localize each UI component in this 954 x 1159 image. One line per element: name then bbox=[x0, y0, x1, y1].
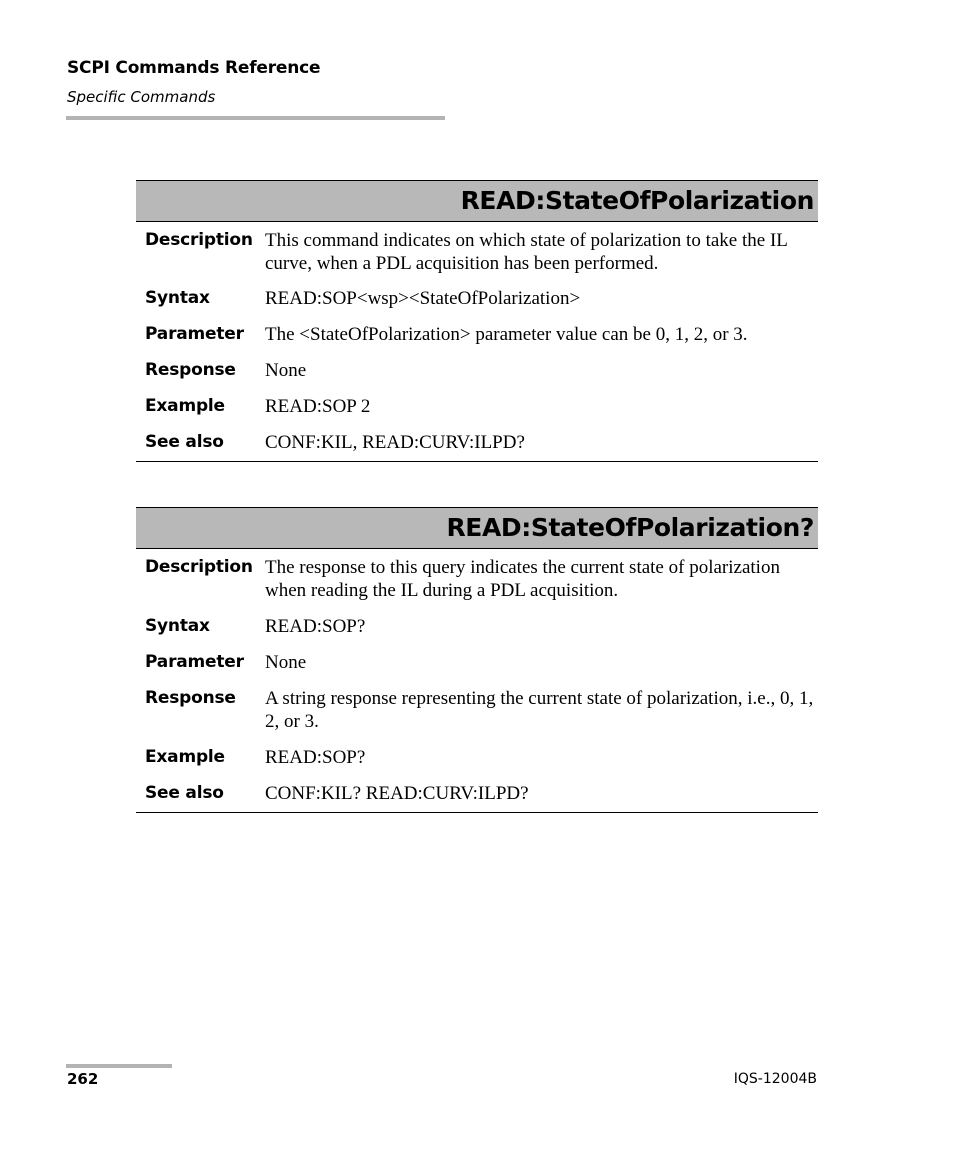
section-subtitle: Specific Commands bbox=[67, 88, 216, 106]
command-row-response bbox=[136, 359, 818, 382]
row-value: None bbox=[265, 360, 307, 381]
command-row-see-also bbox=[136, 431, 818, 462]
row-label: Parameter bbox=[145, 324, 244, 344]
row-label: Syntax bbox=[145, 616, 210, 636]
row-label: Example bbox=[145, 747, 225, 767]
row-label: See also bbox=[145, 432, 224, 452]
command-block-set bbox=[136, 180, 818, 462]
row-label: Response bbox=[145, 688, 236, 708]
row-label: Syntax bbox=[145, 288, 210, 308]
command-row-example bbox=[136, 746, 818, 769]
row-value: None bbox=[265, 652, 307, 673]
command-title: READ:StateOfPolarization? bbox=[136, 507, 818, 549]
command-title: READ:StateOfPolarization bbox=[136, 180, 818, 222]
row-value: CONF:KIL? READ:CURV:ILPD? bbox=[265, 783, 529, 804]
row-value: READ:SOP? bbox=[265, 747, 366, 768]
row-value: A string response representing the current state of polarization, i.e., 0, 1, 2, or 3. bbox=[265, 688, 814, 732]
row-value: READ:SOP 2 bbox=[265, 396, 371, 417]
command-row-response bbox=[136, 687, 818, 733]
row-value: The response to this query indicates the current state of polarization when reading the IL during a PDL acquisition. bbox=[265, 557, 780, 601]
command-row-description bbox=[136, 556, 818, 602]
command-row-syntax bbox=[136, 615, 818, 638]
row-value: The <StateOfPolarization> parameter value can be 0, 1, 2, or 3. bbox=[265, 324, 748, 345]
command-row-description bbox=[136, 229, 818, 275]
command-row-see-also bbox=[136, 782, 818, 813]
row-label: Description bbox=[145, 557, 253, 577]
row-value: READ:SOP<wsp><StateOfPolarization> bbox=[265, 288, 581, 309]
row-value: CONF:KIL, READ:CURV:ILPD? bbox=[265, 432, 525, 453]
section-title: SCPI Commands Reference bbox=[67, 58, 321, 78]
page-number: 262 bbox=[67, 1070, 99, 1088]
footer-rule bbox=[66, 1064, 172, 1068]
row-label: See also bbox=[145, 783, 224, 803]
row-label: Response bbox=[145, 360, 236, 380]
command-row-example bbox=[136, 395, 818, 418]
command-row-parameter bbox=[136, 651, 818, 674]
row-value: READ:SOP? bbox=[265, 616, 366, 637]
command-row-syntax bbox=[136, 287, 818, 310]
document-id: IQS-12004B bbox=[733, 1071, 817, 1087]
header-rule bbox=[66, 116, 445, 120]
row-label: Parameter bbox=[145, 652, 244, 672]
row-value: This command indicates on which state of polarization to take the IL curve, when a PDL acquisition has been performed. bbox=[265, 230, 788, 274]
command-block-query bbox=[136, 507, 818, 813]
row-label: Description bbox=[145, 230, 253, 250]
row-label: Example bbox=[145, 396, 225, 416]
command-row-parameter bbox=[136, 323, 818, 346]
